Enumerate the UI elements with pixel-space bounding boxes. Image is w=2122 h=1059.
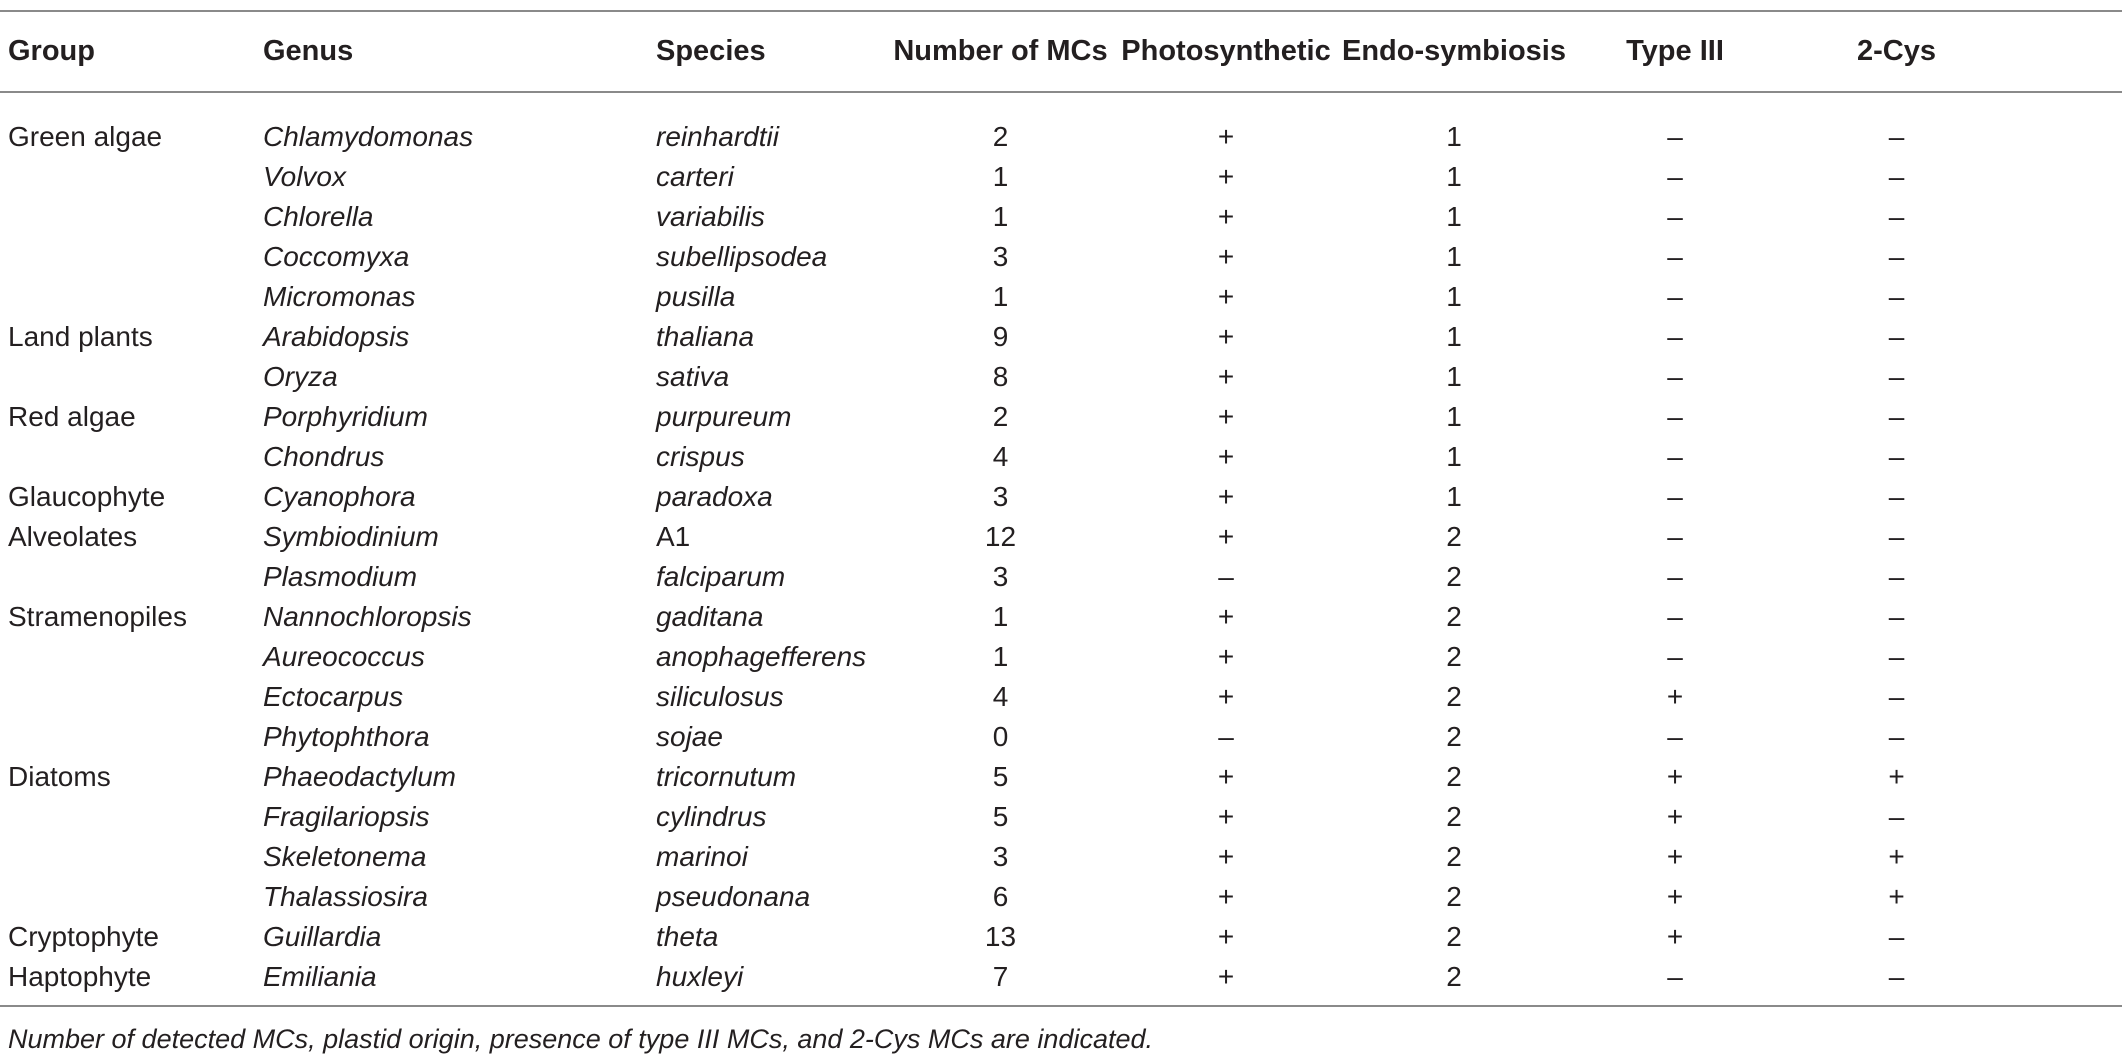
table-row [0, 237, 2122, 277]
cell-photosynthetic: + [1217, 601, 1235, 632]
cell-endosymbiosis: 2 [1446, 561, 1462, 592]
cell-photosynthetic: + [1217, 481, 1235, 512]
table-row [0, 677, 2122, 717]
table-row [0, 957, 2122, 997]
bottom-rule [0, 1005, 2122, 1007]
cell-endosymbiosis: 2 [1446, 921, 1462, 952]
cell-photosynthetic: + [1217, 281, 1235, 312]
cell-endosymbiosis: 1 [1446, 361, 1462, 392]
cell-photosynthetic: – [1218, 561, 1234, 592]
cell-group: Alveolates [8, 521, 138, 552]
cell-twocys: – [1888, 521, 1905, 552]
cell-twocys: – [1888, 201, 1905, 232]
cell-photosynthetic: – [1218, 721, 1234, 752]
cell-species: A1 [656, 521, 691, 552]
table-row [0, 91, 2122, 157]
cell-species: reinhardtii [656, 121, 779, 152]
cell-group [0, 157, 263, 197]
cell-genus: Plasmodium [263, 561, 418, 592]
cell-genus: Skeletonema [263, 841, 427, 872]
cell-photosynthetic: + [1217, 401, 1235, 432]
cell-genus: Thalassiosira [263, 881, 428, 912]
cell-number: 4 [992, 441, 1009, 472]
cell-twocys: – [1888, 601, 1905, 632]
cell-genus: Nannochloropsis [263, 601, 472, 632]
cell-species: huxleyi [656, 961, 744, 992]
cell-number: 8 [992, 361, 1009, 392]
cell-type3: + [1666, 881, 1684, 912]
cell-genus: Micromonas [263, 281, 416, 312]
cell-photosynthetic: + [1217, 201, 1235, 232]
cell-species: siliculosus [656, 681, 784, 712]
cell-group [0, 677, 263, 717]
cell-genus: Ectocarpus [263, 681, 404, 712]
table-row [0, 797, 2122, 837]
cell-twocys: – [1888, 921, 1905, 952]
cell-twocys: – [1888, 281, 1905, 312]
table-row [0, 877, 2122, 917]
cell-genus: Symbiodinium [263, 521, 439, 552]
cell-type3: – [1667, 401, 1683, 432]
cell-number: 1 [992, 641, 1009, 672]
cell-number: 3 [992, 841, 1009, 872]
cell-photosynthetic: + [1217, 841, 1235, 872]
cell-genus: Fragilariopsis [263, 801, 430, 832]
table-row [0, 757, 2122, 797]
cell-photosynthetic: + [1217, 241, 1235, 272]
cell-species: subellipsodea [656, 241, 828, 272]
cell-species: tricornutum [656, 761, 797, 792]
cell-twocys: – [1888, 401, 1905, 432]
cell-photosynthetic: + [1217, 761, 1235, 792]
cell-genus: Cyanophora [263, 481, 416, 512]
cell-type3: – [1667, 961, 1683, 992]
cell-twocys: + [1888, 841, 1905, 872]
cell-group: Glaucophyte [8, 481, 166, 512]
cell-type3: + [1666, 841, 1684, 872]
cell-type3: – [1667, 361, 1683, 392]
cell-photosynthetic: + [1217, 361, 1235, 392]
table-row [0, 157, 2122, 197]
cell-twocys: – [1888, 321, 1905, 352]
cell-genus: Chondrus [263, 441, 385, 472]
cell-group: Red algae [8, 401, 136, 432]
cell-species: variabilis [656, 201, 765, 232]
cell-twocys: – [1888, 961, 1905, 992]
cell-group: Cryptophyte [8, 921, 159, 952]
header-photosynthetic: Photosynthetic [1121, 35, 1331, 67]
table-row [0, 277, 2122, 317]
cell-endosymbiosis: 1 [1446, 441, 1462, 472]
cell-photosynthetic: + [1217, 801, 1235, 832]
cell-genus: Oryza [263, 361, 338, 392]
table-row [0, 637, 2122, 677]
cell-endosymbiosis: 2 [1446, 761, 1462, 792]
cell-number: 7 [992, 961, 1009, 992]
cell-group [0, 197, 263, 237]
cell-number: 3 [992, 481, 1009, 512]
cell-twocys: – [1888, 481, 1905, 512]
table-row [0, 597, 2122, 637]
table-body [0, 91, 2122, 997]
cell-genus: Arabidopsis [263, 321, 410, 352]
cell-species: sativa [656, 361, 730, 392]
cell-twocys: – [1888, 361, 1905, 392]
cell-endosymbiosis: 1 [1446, 161, 1462, 192]
cell-group [0, 357, 263, 397]
cell-genus: Chlorella [263, 201, 374, 232]
table-row [0, 477, 2122, 517]
cell-endosymbiosis: 1 [1446, 241, 1462, 272]
cell-type3: + [1666, 801, 1684, 832]
cell-twocys: – [1888, 241, 1905, 272]
cell-number: 3 [992, 241, 1009, 272]
cell-endosymbiosis: 1 [1446, 321, 1462, 352]
cell-group [0, 877, 263, 917]
cell-group [0, 797, 263, 837]
cell-photosynthetic: + [1217, 641, 1235, 672]
cell-twocys: – [1888, 801, 1905, 832]
cell-genus: Guillardia [263, 921, 382, 952]
cell-twocys: – [1888, 121, 1905, 152]
mc-table [0, 12, 2122, 997]
cell-genus: Chlamydomonas [263, 121, 474, 152]
header-number: Number of MCs [893, 35, 1108, 67]
header-row [0, 12, 2122, 91]
cell-number: 2 [992, 401, 1009, 432]
cell-endosymbiosis: 1 [1446, 121, 1462, 152]
header-group: Group [8, 35, 95, 67]
cell-type3: + [1666, 681, 1684, 712]
cell-type3: – [1667, 441, 1683, 472]
cell-endosymbiosis: 2 [1446, 881, 1462, 912]
cell-type3: – [1667, 121, 1683, 152]
cell-type3: – [1667, 521, 1683, 552]
cell-photosynthetic: + [1217, 121, 1235, 152]
table-row [0, 717, 2122, 757]
cell-type3: – [1667, 721, 1683, 752]
cell-group [0, 437, 263, 477]
cell-twocys: + [1888, 761, 1905, 792]
cell-number: 5 [992, 801, 1009, 832]
cell-group: Haptophyte [8, 961, 152, 992]
cell-number: 9 [992, 321, 1009, 352]
cell-endosymbiosis: 1 [1446, 401, 1462, 432]
header-genus: Genus [263, 35, 354, 67]
cell-endosymbiosis: 1 [1446, 201, 1462, 232]
table-row [0, 397, 2122, 437]
cell-number: 4 [992, 681, 1009, 712]
table-row [0, 197, 2122, 237]
cell-group: Land plants [8, 321, 153, 352]
cell-group [0, 557, 263, 597]
table-caption: Number of detected MCs, plastid origin, presence of type III MCs, and 2-Cys MCs are indicated. [8, 1024, 1153, 1054]
table-row [0, 837, 2122, 877]
header-type3: Type III [1626, 35, 1724, 67]
cell-group [0, 717, 263, 757]
cell-species: purpureum [656, 401, 792, 432]
cell-type3: – [1667, 241, 1683, 272]
cell-group [0, 237, 263, 277]
cell-species: gaditana [656, 601, 764, 632]
cell-type3: – [1667, 641, 1683, 672]
cell-number: 1 [992, 601, 1009, 632]
cell-species: falciparum [656, 561, 786, 592]
table-row [0, 357, 2122, 397]
cell-number: 2 [992, 121, 1009, 152]
cell-number: 1 [992, 161, 1009, 192]
cell-photosynthetic: + [1217, 161, 1235, 192]
cell-twocys: – [1888, 441, 1905, 472]
cell-endosymbiosis: 2 [1446, 841, 1462, 872]
cell-species: theta [656, 921, 719, 952]
cell-type3: – [1667, 281, 1683, 312]
cell-endosymbiosis: 1 [1446, 481, 1462, 512]
cell-endosymbiosis: 2 [1446, 801, 1462, 832]
cell-genus: Emiliania [263, 961, 377, 992]
header-endosymbiosis: Endo-symbiosis [1342, 35, 1566, 67]
cell-species: pseudonana [656, 881, 811, 912]
cell-type3: – [1667, 601, 1683, 632]
cell-species: pusilla [656, 281, 736, 312]
cell-endosymbiosis: 2 [1446, 641, 1462, 672]
cell-endosymbiosis: 2 [1446, 521, 1462, 552]
cell-number: 0 [992, 721, 1009, 752]
cell-photosynthetic: + [1217, 961, 1235, 992]
cell-twocys: – [1888, 561, 1905, 592]
cell-twocys: – [1888, 641, 1905, 672]
cell-group [0, 277, 263, 317]
cell-number: 13 [984, 921, 1017, 952]
cell-endosymbiosis: 2 [1446, 961, 1462, 992]
cell-genus: Coccomyxa [263, 241, 410, 272]
cell-species: crispus [656, 441, 745, 472]
cell-genus: Phytophthora [263, 721, 430, 752]
cell-number: 1 [992, 201, 1009, 232]
cell-twocys: + [1888, 881, 1905, 912]
table-row [0, 917, 2122, 957]
table-row [0, 437, 2122, 477]
cell-twocys: – [1888, 681, 1905, 712]
cell-photosynthetic: + [1217, 921, 1235, 952]
cell-group: Diatoms [8, 761, 111, 792]
cell-genus: Porphyridium [263, 401, 428, 432]
cell-type3: – [1667, 161, 1683, 192]
cell-group: Stramenopiles [8, 601, 187, 632]
cell-number: 12 [984, 521, 1017, 552]
cell-group [0, 837, 263, 877]
cell-number: 6 [992, 881, 1009, 912]
cell-number: 1 [992, 281, 1009, 312]
cell-genus: Aureococcus [263, 641, 425, 672]
cell-endosymbiosis: 1 [1446, 281, 1462, 312]
cell-twocys: – [1888, 721, 1905, 752]
cell-species: anophagefferens [656, 641, 867, 672]
cell-group: Green algae [8, 121, 163, 152]
cell-species: marinoi [656, 841, 748, 872]
cell-species: thaliana [656, 321, 755, 352]
cell-genus: Volvox [263, 161, 347, 192]
table-row [0, 317, 2122, 357]
cell-species: sojae [656, 721, 723, 752]
cell-twocys: – [1888, 161, 1905, 192]
cell-endosymbiosis: 2 [1446, 681, 1462, 712]
cell-type3: + [1666, 761, 1684, 792]
cell-number: 3 [992, 561, 1009, 592]
header-twocys: 2-Cys [1857, 35, 1936, 67]
cell-type3: – [1667, 201, 1683, 232]
cell-species: carteri [656, 161, 734, 192]
cell-group [0, 637, 263, 677]
cell-species: cylindrus [656, 801, 767, 832]
table-row [0, 517, 2122, 557]
cell-endosymbiosis: 2 [1446, 721, 1462, 752]
cell-type3: + [1666, 921, 1684, 952]
cell-type3: – [1667, 481, 1683, 512]
cell-photosynthetic: + [1217, 321, 1235, 352]
cell-type3: – [1667, 561, 1683, 592]
cell-photosynthetic: + [1217, 881, 1235, 912]
cell-photosynthetic: + [1217, 441, 1235, 472]
cell-photosynthetic: + [1217, 521, 1235, 552]
cell-type3: – [1667, 321, 1683, 352]
cell-photosynthetic: + [1217, 681, 1235, 712]
header-species: Species [656, 35, 766, 67]
cell-endosymbiosis: 2 [1446, 601, 1462, 632]
cell-number: 5 [992, 761, 1009, 792]
cell-species: paradoxa [656, 481, 773, 512]
cell-genus: Phaeodactylum [263, 761, 457, 792]
table-row [0, 557, 2122, 597]
